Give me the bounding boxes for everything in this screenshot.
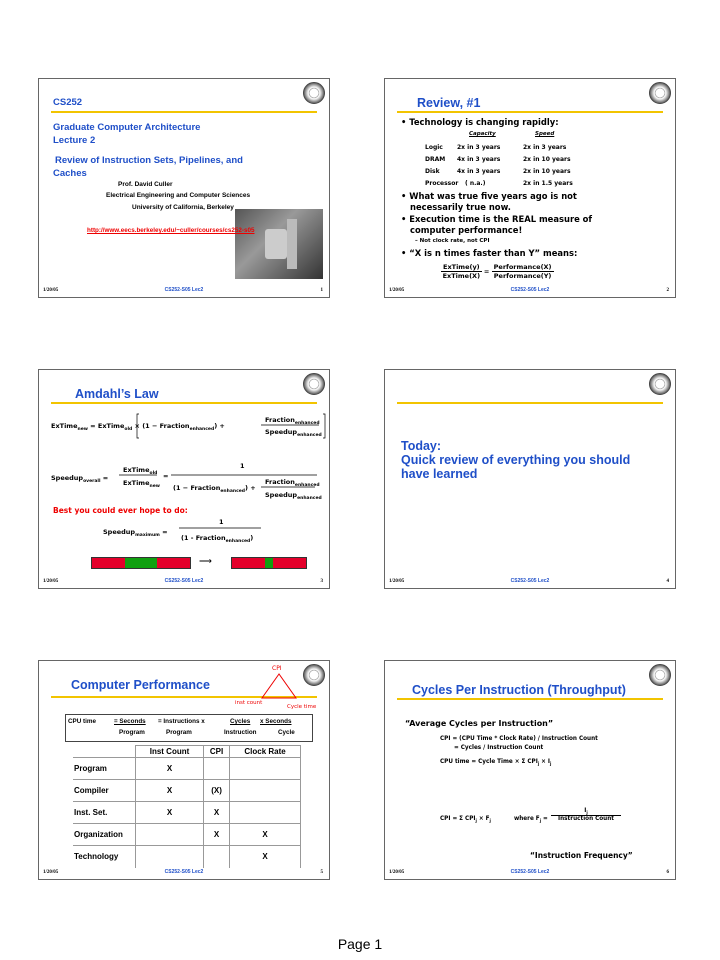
slide-number: 3 — [320, 579, 323, 584]
tech-capacity — [457, 142, 500, 190]
svg-text:ExTimeold: ExTime$_{old}$ — [123, 466, 158, 476]
cpi-definition: CPI = (CPU Time * Clock Rate) / Instruction Count — [440, 736, 598, 742]
amdahl-formulas — [47, 408, 327, 508]
lecture-number: Lecture 2 — [53, 135, 96, 146]
svg-text:ExTimenew: ExTime$_{new}$ — [123, 479, 160, 489]
svg-text:Fractionenhanced: Fraction$_{enhanced}$ — [265, 478, 320, 488]
svg-text:ExTimenew = ExTimeold × (1 − F: ExTime$_{new}$ = ExTime$_{old}$ × (1 − Fraction$_{enhanced}$) + — [51, 422, 225, 432]
footer-date: 1/20/05 — [43, 288, 59, 293]
slide-number: 2 — [666, 288, 669, 293]
footer-date: 1/20/05 — [389, 288, 405, 293]
col-capacity: Capacity — [469, 131, 496, 137]
footer-date: 1/20/05 — [389, 579, 405, 584]
slide-title: Amdahl’s Law — [75, 387, 159, 401]
freq-quote: “Instruction Frequency” — [530, 851, 633, 860]
course-code: CS252 — [53, 97, 83, 108]
svg-text:Fractionenhanced: Fraction$_{enhanced}$ — [265, 416, 320, 426]
row-cap: ( n.a.) — [465, 180, 486, 187]
row-cap: 4x in 3 years — [457, 156, 501, 163]
footer-course: CS252-S05 Lec2 — [510, 578, 550, 584]
row-label: Program — [73, 758, 136, 780]
berkeley-seal-icon — [649, 664, 671, 686]
row-speed: 2x in 10 years — [523, 168, 571, 175]
slide-1 — [38, 78, 330, 298]
lecture-topic: Review of Instruction Sets, Pipelines, and — [55, 155, 243, 166]
department: Electrical Engineering and Computer Sciences — [106, 192, 251, 199]
row-name: Disk — [425, 168, 440, 175]
footer-date: 1/20/05 — [43, 579, 59, 584]
berkeley-seal-icon — [303, 373, 325, 395]
slide-4 — [384, 369, 676, 589]
today-text: Today: Quick review of everything you should have learned — [401, 439, 631, 481]
footer-course: CS252-S05 Lec2 — [164, 287, 204, 293]
cpi-label: CPI — [272, 665, 282, 672]
cpi-definition-2: = Cycles / Instruction Count — [454, 745, 544, 751]
row-label: Inst. Set. — [73, 802, 136, 824]
title-rule — [51, 111, 317, 113]
svg-text:Speedupenhanced: Speedup$_{enhanced}$ — [265, 491, 322, 501]
inst-count-label: inst count — [235, 700, 263, 706]
berkeley-seal-icon — [303, 82, 325, 104]
slide-3 — [38, 369, 330, 589]
professor: Prof. David Culler — [118, 181, 173, 188]
footer-course: CS252-S05 Lec2 — [510, 287, 550, 293]
col-header: Inst Count — [136, 746, 204, 758]
svg-text:Speedupmaximum =: Speedup$_{maximum}$ = — [103, 528, 168, 538]
cpi-sum-formula: CPI = Σ $CPI_j \times F_j$ — [440, 816, 491, 824]
cpu-time-equation: CPU time = Seconds = Instructions x Cycles x Seconds Program Program Instruction Cycle — [65, 714, 313, 742]
svg-text:1: 1 — [240, 462, 245, 470]
slide-number: 4 — [666, 579, 669, 584]
row-name: DRAM — [425, 156, 446, 163]
svg-text:Speedupoverall =: Speedup$_{overall}$ = — [51, 474, 109, 484]
slide-number: 1 — [320, 288, 323, 293]
lecture-topic-2: Caches — [53, 168, 87, 179]
cpu-time-formula: CPU time = Cycle Time × Σ $CPI_j \times I_j$ — [440, 759, 552, 767]
bullet-1: • Technology is changing rapidly: — [401, 117, 559, 127]
berkeley-seal-icon — [303, 664, 325, 686]
course-url-link[interactable]: http://www.eecs.berkeley.edu/~culler/courses/cs252-s05 — [87, 227, 255, 234]
speedup-max-formula — [99, 516, 279, 544]
slide-2 — [384, 78, 676, 298]
performance-table: Inst Count CPI Clock Rate Program X Compiler X (X) Inst. Set. X X Organization X X Technology X — [73, 745, 301, 868]
speed-ratio-eq: $\frac{\text{ExTime(y)}}{\text{ExTime(X)}}$ = $\frac{\text{Performance(X)}}{\text{Performance(Y)}}$ — [442, 263, 552, 280]
frequency-formula: where $F_j$ = — [514, 816, 548, 824]
footer-course: CS252-S05 Lec2 — [510, 869, 550, 875]
course-title: Graduate Computer Architecture — [53, 122, 201, 133]
cycle-time-label: Cycle time — [287, 704, 317, 710]
slide-title: Computer Performance — [71, 678, 210, 692]
svg-text:1: 1 — [219, 518, 224, 526]
title-rule — [397, 698, 663, 700]
tech-names — [425, 142, 458, 190]
avg-cpi-quote: “Average Cycles per Instruction” — [405, 719, 554, 728]
bullet-3: • Execution time is the REAL measure of computer performance! — [401, 214, 593, 235]
slide-6 — [384, 660, 676, 880]
triangle-diagram — [259, 672, 299, 700]
col-header: Clock Rate — [230, 746, 301, 758]
svg-text:(1 − Fractionenhanced) +: (1 − Fraction$_{enhanced}$) + — [173, 484, 256, 494]
slide-number: 6 — [666, 870, 669, 875]
title-rule — [397, 402, 663, 404]
tech-speed — [523, 142, 573, 190]
row-speed: 2x in 10 years — [523, 156, 571, 163]
svg-text:(1 - Fractionenhanced): (1 - Fraction$_{enhanced}$) — [181, 534, 254, 544]
arrow-icon: ⟶ — [199, 556, 212, 566]
title-rule — [397, 111, 663, 113]
slide-title: Review, #1 — [417, 96, 481, 110]
bullet-2: • What was true five years ago is not necessarily true now. — [401, 191, 577, 212]
col-header: CPI — [203, 746, 229, 758]
best-case-note: Best you could ever hope to do: — [53, 506, 188, 515]
frequency-fraction: $I_j$ Instruction Count — [551, 808, 621, 822]
page-number: Page 1 — [337, 936, 383, 952]
row-label: Technology — [73, 846, 136, 868]
col-speed: Speed — [535, 131, 555, 137]
university: University of California, Berkeley — [132, 204, 234, 211]
footer-date: 1/20/05 — [43, 870, 59, 875]
footer-course: CS252-S05 Lec2 — [164, 578, 204, 584]
time-bar-before — [91, 557, 191, 569]
lab-photo — [235, 209, 323, 279]
bullet-4: • “X is n times faster than Y” means: — [401, 248, 578, 258]
row-cap: 4x in 3 years — [457, 168, 501, 175]
slide-number: 5 — [320, 870, 323, 875]
footer-date: 1/20/05 — [389, 870, 405, 875]
berkeley-seal-icon — [649, 82, 671, 104]
row-name: Processor — [425, 180, 459, 187]
row-label: Compiler — [73, 780, 136, 802]
row-name: Logic — [425, 144, 443, 151]
berkeley-seal-icon — [649, 373, 671, 395]
sub-bullet: – Not clock rate, not CPI — [415, 238, 490, 244]
row-speed: 2x in 1.5 years — [523, 180, 573, 187]
svg-text:=: = — [163, 472, 169, 480]
row-cap: 2x in 3 years — [457, 144, 501, 151]
row-label: Organization — [73, 824, 136, 846]
row-speed: 2x in 3 years — [523, 144, 567, 151]
title-rule — [51, 402, 317, 404]
footer-course: CS252-S05 Lec2 — [164, 869, 204, 875]
slide-title: Cycles Per Instruction (Throughput) — [412, 683, 626, 697]
time-bar-after — [231, 557, 307, 569]
svg-text:Speedupenhanced: Speedup$_{enhanced}$ — [265, 428, 322, 438]
slide-5 — [38, 660, 330, 880]
